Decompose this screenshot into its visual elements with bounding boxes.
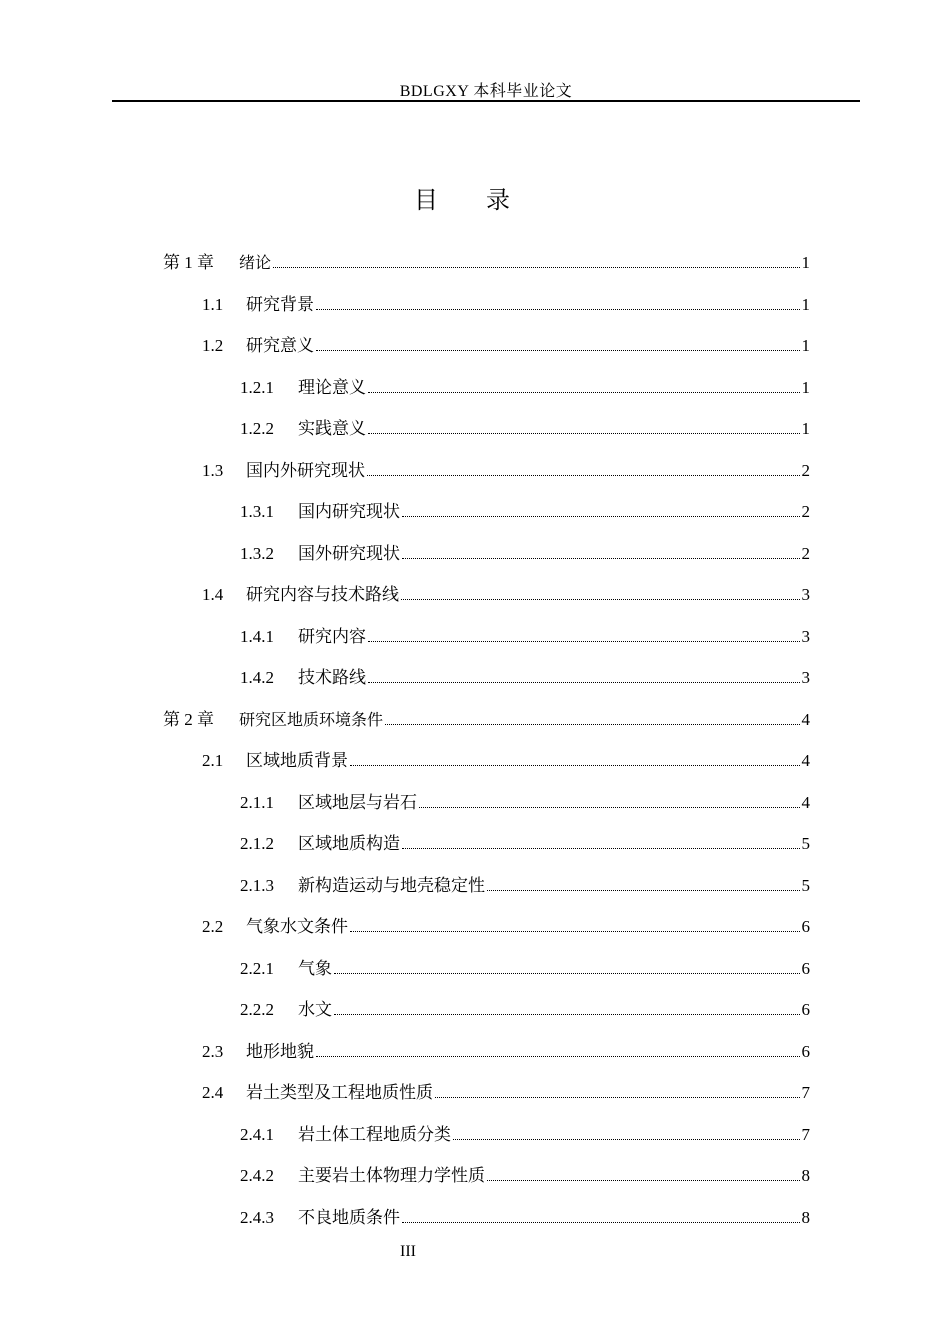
toc-entry-page: 5 [801,834,810,853]
toc-dot-leader [368,433,800,434]
toc-dot-leader [402,558,800,559]
toc-entry-number: 2.4 [202,1083,224,1102]
toc-dot-leader [402,1222,800,1223]
toc-dot-leader [368,682,800,683]
toc-entry-number: 1.2 [202,336,224,355]
toc-entry-page: 6 [801,1041,810,1061]
toc-dot-leader [316,350,800,351]
toc-entry-title: 区域地层与岩石 [298,792,417,812]
toc-entry-number: 2.4.3 [240,1207,274,1227]
toc-entry[interactable] [240,787,810,813]
toc-entry-title: 新构造运动与地壳稳定性 [298,875,485,895]
toc-entry-title: 国内外研究现状 [246,460,365,480]
toc-dot-leader [453,1139,800,1140]
toc-entry-page: 3 [801,668,810,687]
toc-entry-title: 地形地貌 [246,1041,314,1061]
toc-entry-number: 2.1.3 [240,875,274,895]
toc-entry[interactable] [202,745,810,771]
toc-entry-number: 2.1.2 [240,834,274,853]
toc-entry[interactable] [202,911,810,937]
toc-entry[interactable] [163,704,810,730]
toc-entry-number: 第 1 章 [163,253,214,272]
toc-entry[interactable] [202,330,810,356]
toc-dot-leader [334,973,800,974]
toc-dot-leader [402,516,800,517]
toc-entry-title: 气象 [298,958,332,978]
toc-entry-title: 岩土类型及工程地质性质 [246,1083,433,1102]
toc-entry-number: 2.3 [202,1041,224,1061]
toc-dot-leader [385,724,799,725]
toc-entry-title: 研究背景 [246,294,314,314]
toc-entry-number: 1.2.1 [240,377,274,397]
toc-entry-title: 研究意义 [246,336,314,355]
toc-entry[interactable] [240,994,810,1020]
toc-title: 目录 [414,186,558,214]
toc-dot-leader [368,392,800,393]
toc-entry-page: 4 [801,709,810,729]
toc-entry-page: 2 [801,460,810,480]
toc-entry-number: 2.2.1 [240,958,274,978]
toc-entry-number: 2.4.2 [240,1166,274,1185]
toc-entry-page: 1 [801,377,810,397]
header-rule [112,100,860,102]
toc-entry-page: 1 [801,294,810,314]
toc-entry-page: 6 [801,917,810,936]
toc-entry-title: 绪论 [239,253,272,272]
toc-entry-page: 5 [801,875,810,895]
toc-dot-leader [273,267,799,268]
toc-entry-page: 7 [801,1124,810,1144]
toc-entry[interactable] [240,372,810,398]
toc-entry-page: 8 [801,1166,810,1185]
toc-entry-title: 水文 [298,1000,332,1019]
toc-entry-number: 1.4.1 [240,626,274,646]
toc-entry-number: 2.2.2 [240,1000,274,1019]
toc-dot-leader [487,890,800,891]
toc-entry[interactable] [163,247,810,273]
toc-entry-page: 2 [801,543,810,563]
running-header: BDLGXY 本科毕业论文 [399,83,573,100]
toc-entry-page: 4 [801,792,810,812]
toc-entry[interactable] [240,538,810,564]
toc-entry-title: 技术路线 [298,668,366,687]
toc-entry-title: 理论意义 [298,377,366,397]
toc-entry-page: 3 [801,585,810,604]
toc-entry[interactable] [240,953,810,979]
toc-entry-page: 1 [801,253,810,272]
toc-entry[interactable] [202,289,810,315]
toc-entry-number: 1.3.1 [240,502,274,521]
toc-entry-number: 2.2 [202,917,224,936]
toc-entry-page: 2 [801,502,810,521]
toc-entry[interactable] [240,1202,810,1228]
toc-entry[interactable] [240,662,810,688]
toc-entry-title: 研究内容与技术路线 [246,585,399,604]
toc-entry-title: 区域地质背景 [246,751,348,770]
page-number: III [400,1243,416,1260]
toc-entry-title: 研究内容 [298,626,366,646]
toc-entry-number: 1.4.2 [240,668,274,687]
toc-entry[interactable] [202,579,810,605]
toc-entry-number: 1.2.2 [240,419,274,438]
toc-dot-leader [334,1014,800,1015]
toc-entry[interactable] [240,870,810,896]
toc-entry-number: 1.1 [202,294,224,314]
toc-entry-number: 第 2 章 [163,709,214,729]
toc-entry[interactable] [240,1119,810,1145]
toc-entry-title: 国内研究现状 [298,502,400,521]
toc-dot-leader [401,599,800,600]
toc-entry[interactable] [202,455,810,481]
toc-entry-page: 6 [801,1000,810,1019]
toc-entry-number: 1.3 [202,460,224,480]
toc-entry-title: 区域地质构造 [298,834,400,853]
toc-entry[interactable] [202,1077,810,1103]
toc-entry-title: 研究区地质环境条件 [239,709,384,729]
toc-entry-page: 1 [801,419,810,438]
toc-entry-number: 1.4 [202,585,224,604]
toc-dot-leader [402,848,800,849]
toc-entry-page: 6 [801,958,810,978]
toc-dot-leader [419,807,800,808]
toc-entry-title: 不良地质条件 [298,1207,400,1227]
toc-entry-page: 8 [801,1207,810,1227]
toc-dot-leader [367,475,800,476]
toc-dot-leader [435,1097,800,1098]
toc-entry[interactable] [240,496,810,522]
toc-dot-leader [350,765,800,766]
toc-entry-title: 实践意义 [298,419,366,438]
toc-entry[interactable] [240,413,810,439]
toc-entry-number: 2.1.1 [240,792,274,812]
toc-entry[interactable] [240,621,810,647]
toc-entry[interactable] [240,828,810,854]
toc-entry-title: 岩土体工程地质分类 [298,1124,451,1144]
toc-entry-title: 气象水文条件 [246,917,348,936]
toc-entry-page: 3 [801,626,810,646]
toc-entry-number: 2.1 [202,751,224,770]
toc-dot-leader [316,309,800,310]
toc-entry[interactable] [240,1160,810,1186]
toc-dot-leader [350,931,800,932]
toc-dot-leader [487,1180,800,1181]
toc-entry-page: 1 [801,336,810,355]
toc-dot-leader [316,1056,800,1057]
toc-entry-page: 7 [801,1083,810,1102]
toc-entry-title: 国外研究现状 [298,543,400,563]
toc-entry[interactable] [202,1036,810,1062]
toc-entry-number: 2.4.1 [240,1124,274,1144]
toc-entry-number: 1.3.2 [240,543,274,563]
toc-dot-leader [368,641,800,642]
toc-entry-page: 4 [801,751,810,770]
toc-entry-title: 主要岩土体物理力学性质 [298,1166,485,1185]
